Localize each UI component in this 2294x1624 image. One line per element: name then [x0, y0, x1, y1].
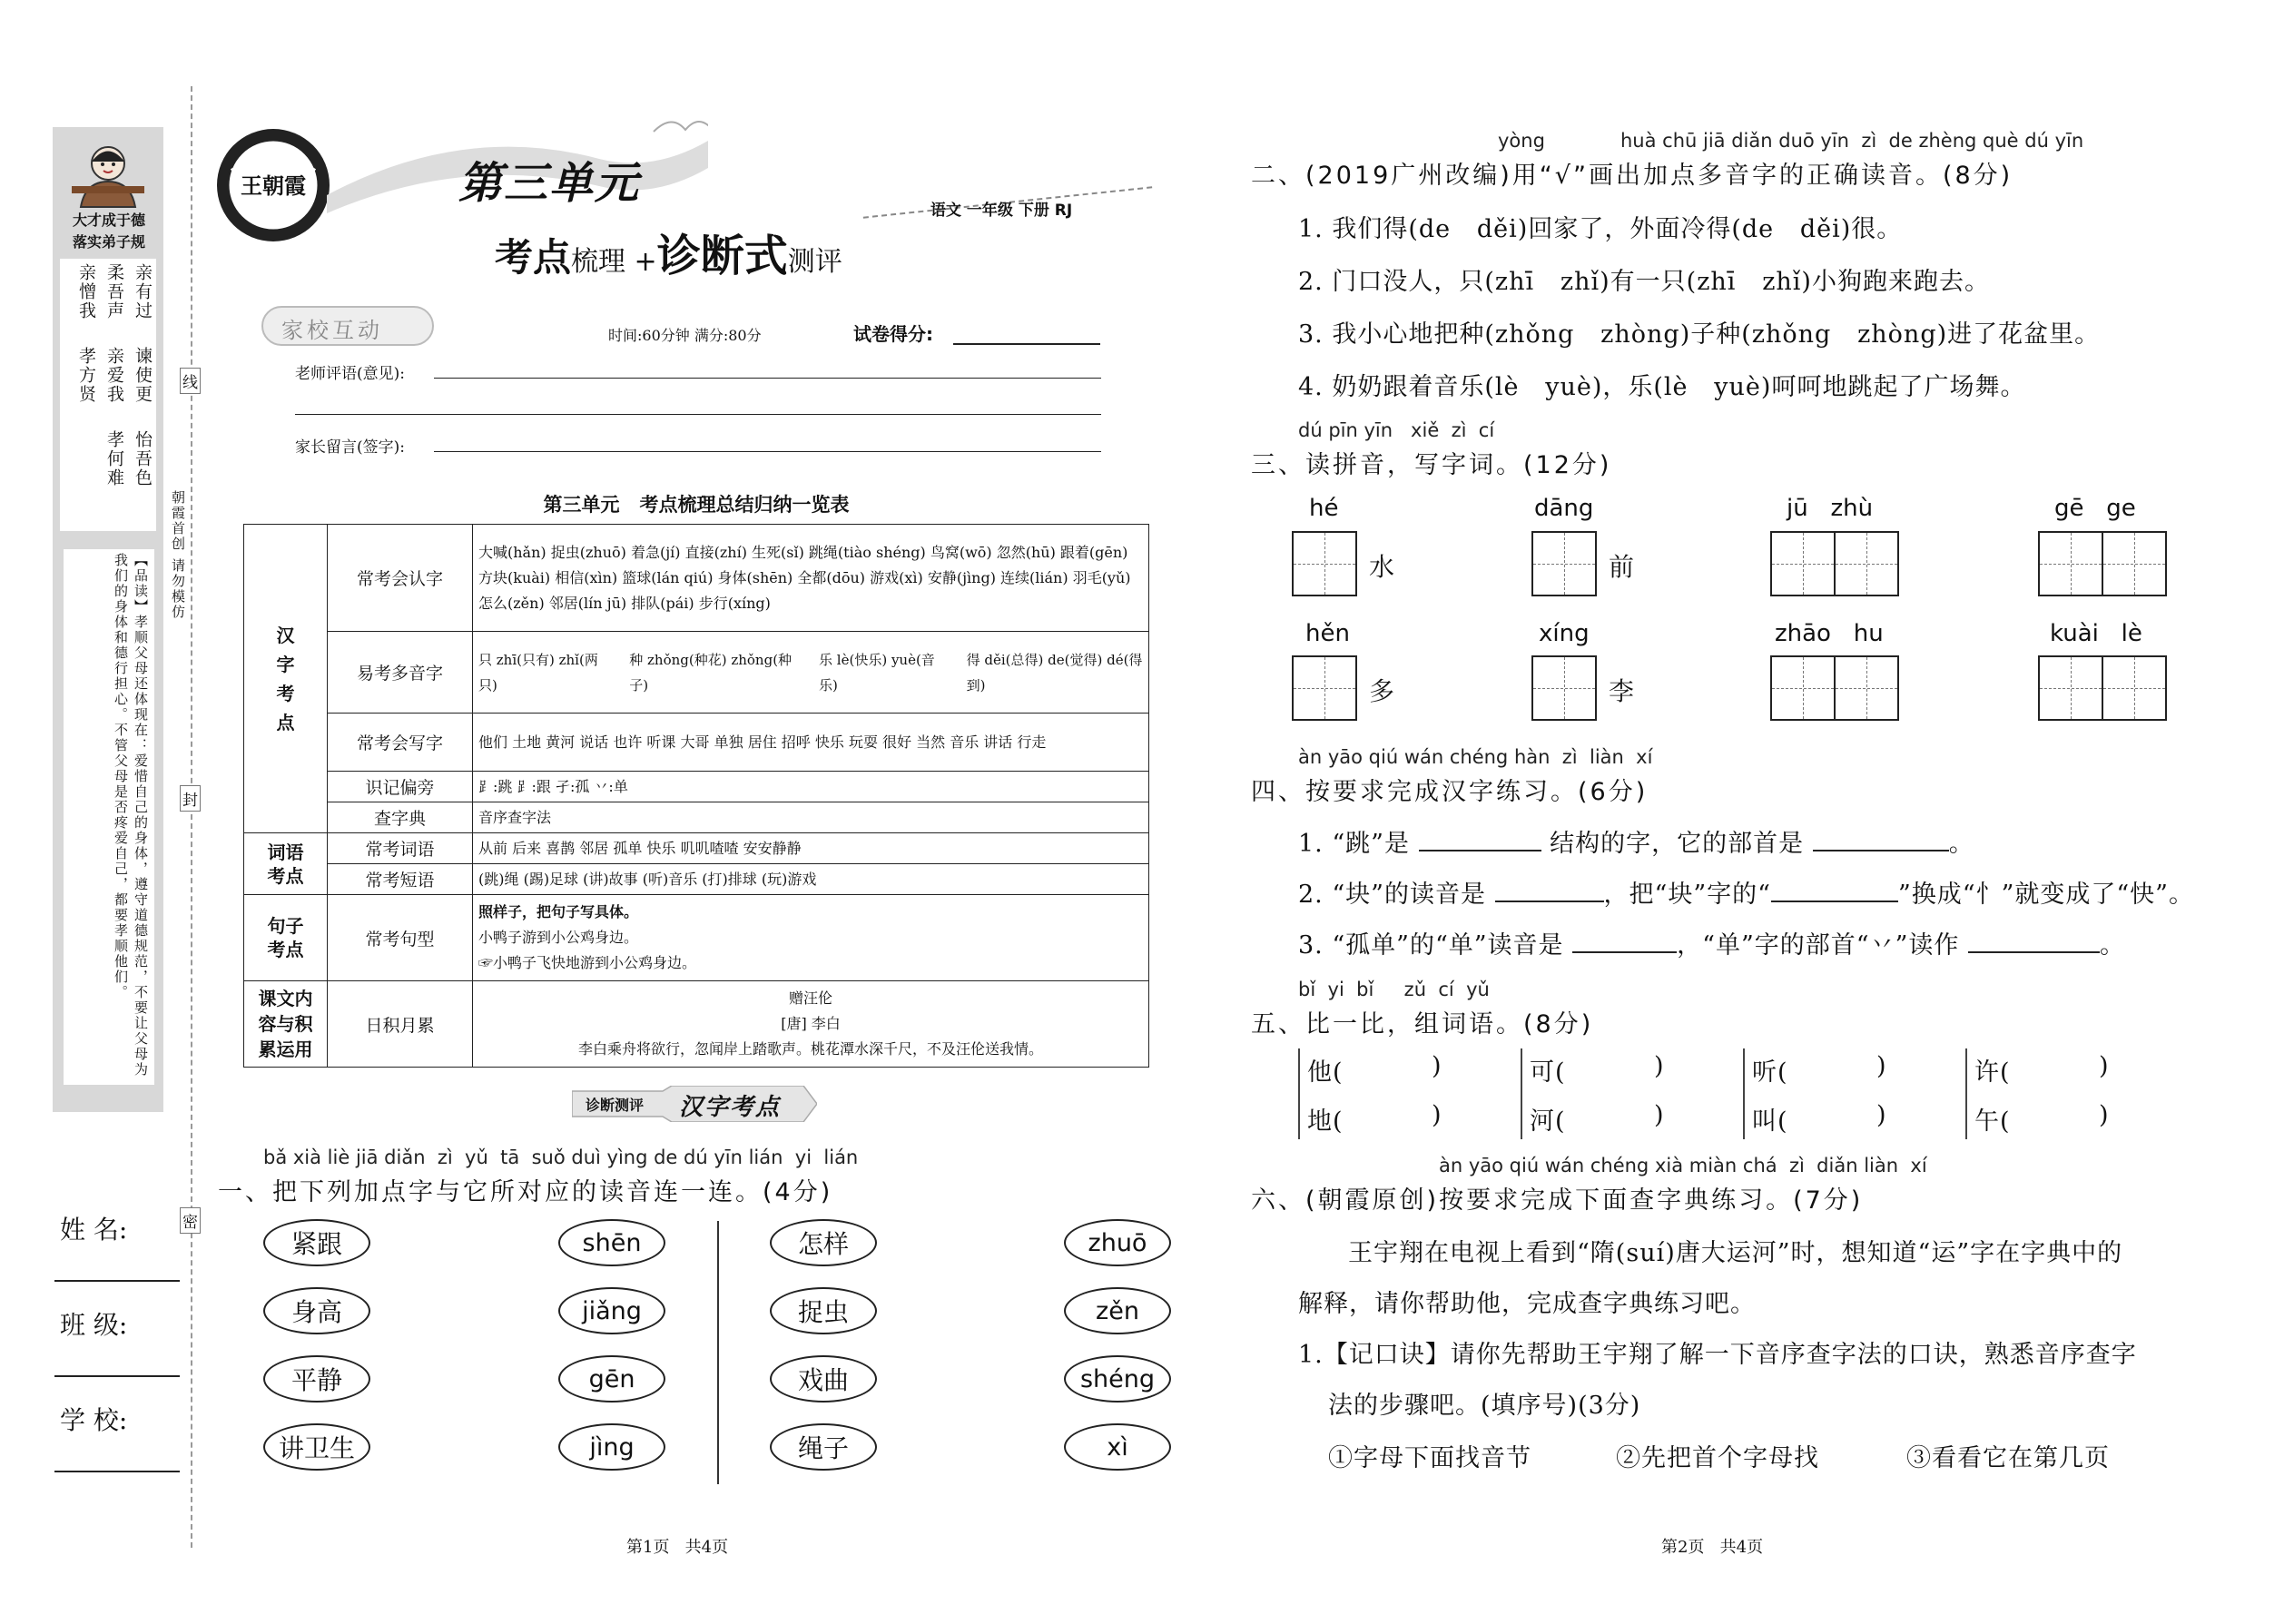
time-info: 时间:60分钟 满分:80分	[608, 327, 762, 344]
name-field[interactable]	[54, 1280, 180, 1282]
row-content: 他们 土地 黄河 说话 也许 听课 大哥 单独 居住 招呼 快乐 玩耍 很好 当然 音乐 讲话 行走	[473, 714, 1149, 772]
poem-text: 李白乘舟将欲行，忽闻岸上踏歌声。桃花潭水深千尺，不及汪伦送我情。	[577, 1040, 1043, 1058]
q3-writing-box[interactable]	[1292, 531, 1357, 596]
q5-title: 五、比一比，组词语。(8分)	[1251, 1010, 1594, 1038]
q3-writing-box[interactable]	[2038, 531, 2103, 596]
q1-pinyin-option[interactable]: xì	[1064, 1423, 1171, 1471]
row-content	[473, 981, 1149, 1068]
q3-writing-box[interactable]	[2102, 531, 2167, 596]
teacher-comment-field[interactable]	[434, 378, 1101, 379]
row-content: 大喊(hǎn) 捉虫(zhuō) 着急(jí) 直接(zhí) 生死(sǐ) 跳绳(tiào shéng) 鸟窝(wō) 忽然(hū) 跟着(gēn) 方块(kuài) 相信(xìn) 篮球(lán qiú) 身体(shēn) 全都(dōu) 游戏(xì) 安静(jìng) 连续(lián) 羽毛(yǔ) 怎么(zěn) 邻居(lín jū) 排队(pái) 步行(xíng)	[473, 525, 1149, 632]
subtitle-part: 考点	[495, 235, 572, 280]
q6-option: ①字母下面找音节	[1328, 1444, 1531, 1472]
q4-item-1: 1. “跳”是 结构的字，它的部首是 。	[1298, 830, 1974, 858]
cut-seal-label: 封	[180, 785, 201, 812]
q4-item-2: 2. “块”的读音是 ，把“块”字的“ ”换成“忄”就变成了“快”。	[1298, 881, 2194, 909]
q3-pinyin-cue: kuài lè	[2050, 620, 2142, 647]
juxing-example: 小鸭子游到小公鸡身边。	[478, 929, 639, 946]
margin-verse-col: 孝方贤	[76, 347, 96, 404]
q5-blank[interactable]: )	[1654, 1052, 1665, 1080]
q5-pair	[1521, 1048, 1684, 1139]
duoyin-item: 种 zhǒng(种花) zhǒng(种子)	[629, 651, 793, 694]
q1-word[interactable]: 讲卫生	[263, 1423, 370, 1471]
cat-kewen: 课文内容与积累运用	[244, 981, 328, 1068]
margin-verse-col: 怡吾色	[133, 430, 153, 487]
poem-title: 赠汪伦	[788, 989, 832, 1007]
q3-writing-box[interactable]	[1531, 655, 1597, 721]
q3-pinyin-cue: gē ge	[2054, 495, 2136, 522]
q2-item: 4. 奶奶跟着音乐(lè yuè)，乐(lè yuè)呵呵地跳起了广场舞。	[1298, 373, 2026, 401]
q5-word: 听(	[1752, 1058, 1788, 1087]
q3-writing-box[interactable]	[2102, 655, 2167, 721]
duoyin-item: 只 zhī(只有) zhǐ(两只)	[478, 651, 598, 694]
pointing-hand-icon: ☞	[478, 954, 494, 971]
margin-verse-col: 亲爱我	[104, 347, 124, 404]
q6-subquestion: 1.【记口诀】请你先帮助王宇翔了解一下音序查字法的口诀，熟悉音序查字	[1298, 1341, 2137, 1369]
row-label: 易考多音字	[328, 632, 473, 714]
parent-comment-label: 家长留言(签字):	[295, 438, 405, 457]
q1-pinyin-option[interactable]: shēn	[558, 1219, 665, 1266]
q2-pinyin: huà chū jiā diǎn duō yīn zì de zhèng què dú yīn	[1620, 130, 2084, 152]
q1-word[interactable]: 平静	[263, 1355, 370, 1403]
q2-item: 1. 我们得(de děi)回家了，外面冷得(de děi)很。	[1298, 215, 1903, 243]
row-label: 常考会认字	[328, 525, 473, 632]
q6-option: ③看看它在第几页	[1906, 1444, 2110, 1472]
q3-title: 三、读拼音，写字词。(12分)	[1251, 451, 1612, 479]
margin-side-note: 朝霞首创 请勿模仿	[170, 490, 186, 620]
q6-subquestion: 法的步骤吧。(填序号)(3分)	[1328, 1392, 1641, 1420]
row-label: 查字典	[328, 802, 473, 833]
q3-pinyin: dú pīn yīn xiě zì cí	[1298, 419, 1495, 441]
q3-writing-box[interactable]	[1292, 655, 1357, 721]
q6-paragraph: 解释，请你帮助他，完成查字典练习吧。	[1298, 1290, 1756, 1318]
subtitle-part: 诊断式	[656, 231, 788, 281]
school-field[interactable]	[54, 1471, 180, 1472]
q5-pair	[1298, 1048, 1462, 1139]
q5-word: 河(	[1530, 1107, 1566, 1136]
q3-pinyin-cue: zhāo hu	[1775, 620, 1884, 647]
margin-commentary: 【品读】孝顺父母还体现在：爱惜自己的身体，遵守道德规范，不要让父母为我们的身体和德行担心。不管父母是否疼爱自己，都要孝顺他们。	[64, 549, 154, 1085]
cat-juzi: 句子考点	[244, 895, 328, 981]
q4-blank[interactable]	[1495, 881, 1604, 902]
q5-blank[interactable]: )	[1876, 1101, 1887, 1129]
q4-blank[interactable]	[1968, 931, 2100, 953]
q1-pinyin: bǎ xià liè jiā diǎn zì yǔ tā suǒ duì yìng de dú yīn lián yi lián	[263, 1147, 859, 1168]
poem-author: [唐] 李白	[781, 1015, 841, 1032]
margin-verse-col: 孝何难	[104, 430, 124, 487]
q1-pinyin-option[interactable]: gēn	[558, 1355, 665, 1403]
margin-verse-col: 亲憎我	[76, 263, 96, 320]
row-label: 识记偏旁	[328, 772, 473, 802]
q1-pinyin-option[interactable]: jìng	[558, 1423, 665, 1471]
q3-writing-box[interactable]	[2038, 655, 2103, 721]
table-title: 第三单元 考点梳理总结归纳一览表	[543, 494, 850, 516]
q5-blank[interactable]: )	[2099, 1101, 2110, 1129]
q3-pinyin-cue: xíng	[1539, 620, 1590, 647]
margin-verse-col: 柔吾声	[104, 263, 124, 320]
q4-title: 四、按要求完成汉字练习。(6分)	[1251, 778, 1649, 806]
q3-char: 前	[1609, 552, 1635, 582]
class-field[interactable]	[54, 1375, 180, 1377]
child-avatar	[67, 136, 149, 209]
q4-blank[interactable]	[1771, 881, 1898, 902]
row-content: 音序查字法	[473, 802, 1149, 833]
q5-pair	[1743, 1048, 1906, 1139]
section-banner-title: 汉字考点	[679, 1094, 782, 1121]
row-label: 常考句型	[328, 895, 473, 981]
q5-blank[interactable]: )	[1654, 1101, 1665, 1129]
cut-seal-label-2: 密	[180, 1207, 201, 1234]
row-content	[473, 895, 1149, 981]
q3-char: 李	[1609, 676, 1635, 706]
q1-word[interactable]: 身高	[263, 1287, 370, 1334]
q4-blank[interactable]	[1813, 830, 1949, 851]
summary-table	[243, 524, 1149, 1068]
q2-item: 2. 门口没人，只(zhī zhǐ)有一只(zhī zhǐ)小狗跑来跑去。	[1298, 268, 1990, 296]
q2-pinyin: yòng	[1498, 130, 1545, 152]
row-content	[473, 632, 1149, 714]
q5-word: 午(	[1974, 1107, 2011, 1136]
teacher-comment-field-2[interactable]	[295, 414, 1101, 415]
q3-writing-box[interactable]	[1770, 655, 1836, 721]
cut-line-label: 线	[180, 368, 201, 394]
q5-pair	[1965, 1048, 2129, 1139]
q5-word: 地(	[1307, 1107, 1344, 1136]
unit-title: 第三单元	[458, 158, 641, 209]
q5-blank[interactable]: )	[2099, 1052, 2110, 1080]
q1-pinyin-option[interactable]: jiǎng	[558, 1287, 665, 1334]
q5-blank[interactable]: )	[1432, 1052, 1442, 1080]
q6-title: 六、(朝霞原创)按要求完成下面查字典练习。(7分)	[1251, 1186, 1864, 1215]
q3-writing-box[interactable]	[1531, 531, 1597, 596]
cat-hanzi: 汉字考点	[244, 525, 328, 833]
name-label: 姓 名:	[60, 1215, 128, 1245]
q5-word: 叫(	[1752, 1107, 1788, 1136]
q3-writing-box[interactable]	[1770, 531, 1836, 596]
q1-pinyin-option[interactable]: zěn	[1064, 1287, 1171, 1334]
q1-word[interactable]: 捉虫	[770, 1287, 877, 1334]
q3-char: 水	[1369, 552, 1395, 582]
margin-motto-1: 大才成于德	[72, 212, 145, 229]
q1-word[interactable]: 怎样	[770, 1219, 877, 1266]
row-label: 常考会写字	[328, 714, 473, 772]
q5-word: 可(	[1530, 1058, 1566, 1087]
row-label: 日积月累	[328, 981, 473, 1068]
q1-divider	[717, 1221, 719, 1484]
q3-char: 多	[1369, 676, 1395, 706]
q6-paragraph: 王宇翔在电视上看到“隋(suí)唐大运河”时，想知道“运”字在字典中的	[1348, 1239, 2123, 1267]
grade-info: 语文 一年级 下册 RJ	[930, 202, 1073, 220]
q3-pinyin-cue: hěn	[1305, 620, 1350, 647]
q1-pinyin-option[interactable]: zhuō	[1064, 1219, 1171, 1266]
row-label: 常考短语	[328, 864, 473, 895]
q4-blank[interactable]	[1419, 830, 1541, 851]
q6-option: ②先把首个字母找	[1616, 1444, 1819, 1472]
q5-word: 他(	[1307, 1058, 1344, 1087]
row-content: (跳)绳 (踢)足球 (讲)故事 (听)音乐 (打)排球 (玩)游戏	[473, 864, 1149, 895]
q1-word[interactable]: 紧跟	[263, 1219, 370, 1266]
q1-pinyin-option[interactable]: shéng	[1064, 1355, 1171, 1403]
q3-writing-box[interactable]	[1834, 531, 1899, 596]
juxing-answer: ☞小鸭子飞快地游到小公鸡身边。	[478, 954, 697, 971]
duoyin-item: 乐 lè(快乐) yuè(音乐)	[819, 651, 935, 694]
score-field[interactable]	[953, 343, 1100, 345]
margin-verse-col: 谏使更	[133, 347, 153, 404]
score-label: 试卷得分:	[853, 323, 933, 345]
margin-verse-col: 亲有过	[133, 263, 153, 320]
footer-right: 第2页 共4页	[1661, 1538, 1764, 1557]
q3-writing-box[interactable]	[1834, 655, 1899, 721]
subtitle-part: 测评	[787, 246, 842, 278]
q1-word[interactable]: 绳子	[770, 1423, 877, 1471]
q3-pinyin-cue: jū zhù	[1787, 495, 1874, 522]
q4-pinyin: àn yāo qiú wán chéng hàn zì liàn xí	[1298, 746, 1653, 768]
q3-pinyin-cue: dāng	[1534, 495, 1594, 522]
q4-blank[interactable]	[1572, 931, 1677, 953]
q3-pinyin-cue: hé	[1309, 495, 1339, 522]
q5-word: 许(	[1974, 1058, 2011, 1087]
class-label: 班 级:	[60, 1310, 128, 1340]
home-school-label: 家校互动	[281, 318, 383, 343]
brand-logo-text: 王朝霞	[241, 173, 306, 199]
section-banner-tag: 诊断测评	[586, 1097, 645, 1114]
margin-motto-2: 落实弟子规	[72, 233, 145, 251]
juxing-instruction: 照样子，把句子写具体。	[478, 903, 639, 920]
school-label: 学 校:	[60, 1405, 128, 1435]
q4-item-3: 3. “孤单”的“单”读音是 ，“单”字的部首“丷”读作 。	[1298, 931, 2125, 960]
cut-line	[191, 86, 192, 1548]
q1-word[interactable]: 戏曲	[770, 1355, 877, 1403]
row-label: 常考词语	[328, 833, 473, 864]
q5-blank[interactable]: )	[1432, 1101, 1442, 1129]
parent-comment-field[interactable]	[434, 451, 1101, 452]
row-content: 从前 后来 喜鹊 邻居 孤单 快乐 叽叽喳喳 安安静静	[473, 833, 1149, 864]
footer-left: 第1页 共4页	[626, 1538, 729, 1557]
q5-pinyin: bǐ yi bǐ zǔ cí yǔ	[1298, 979, 1490, 1000]
subtitle-part: 梳理 +	[571, 246, 657, 278]
q6-pinyin: àn yāo qiú wán chéng xià miàn chá zì diǎn liàn xí	[1439, 1155, 1927, 1176]
cat-ciyu: 词语考点	[244, 833, 328, 895]
row-content: ⻊:跳 ⻊:跟 孑:孤 丷:单	[473, 772, 1149, 802]
duoyin-item: 得 děi(总得) de(觉得) dé(得到)	[966, 651, 1143, 694]
q2-title: 二、(2019广州改编)用“√”画出加点多音字的正确读音。(8分)	[1251, 162, 2013, 190]
q5-blank[interactable]: )	[1876, 1052, 1887, 1080]
teacher-comment-label: 老师评语(意见):	[295, 365, 405, 383]
q1-title: 一、把下列加点字与它所对应的读音连一连。(4分)	[218, 1178, 833, 1206]
subtitle	[495, 221, 842, 283]
q2-item: 3. 我小心地把种(zhǒng zhòng)子种(zhǒng zhòng)进了花盆里。	[1298, 320, 2101, 349]
